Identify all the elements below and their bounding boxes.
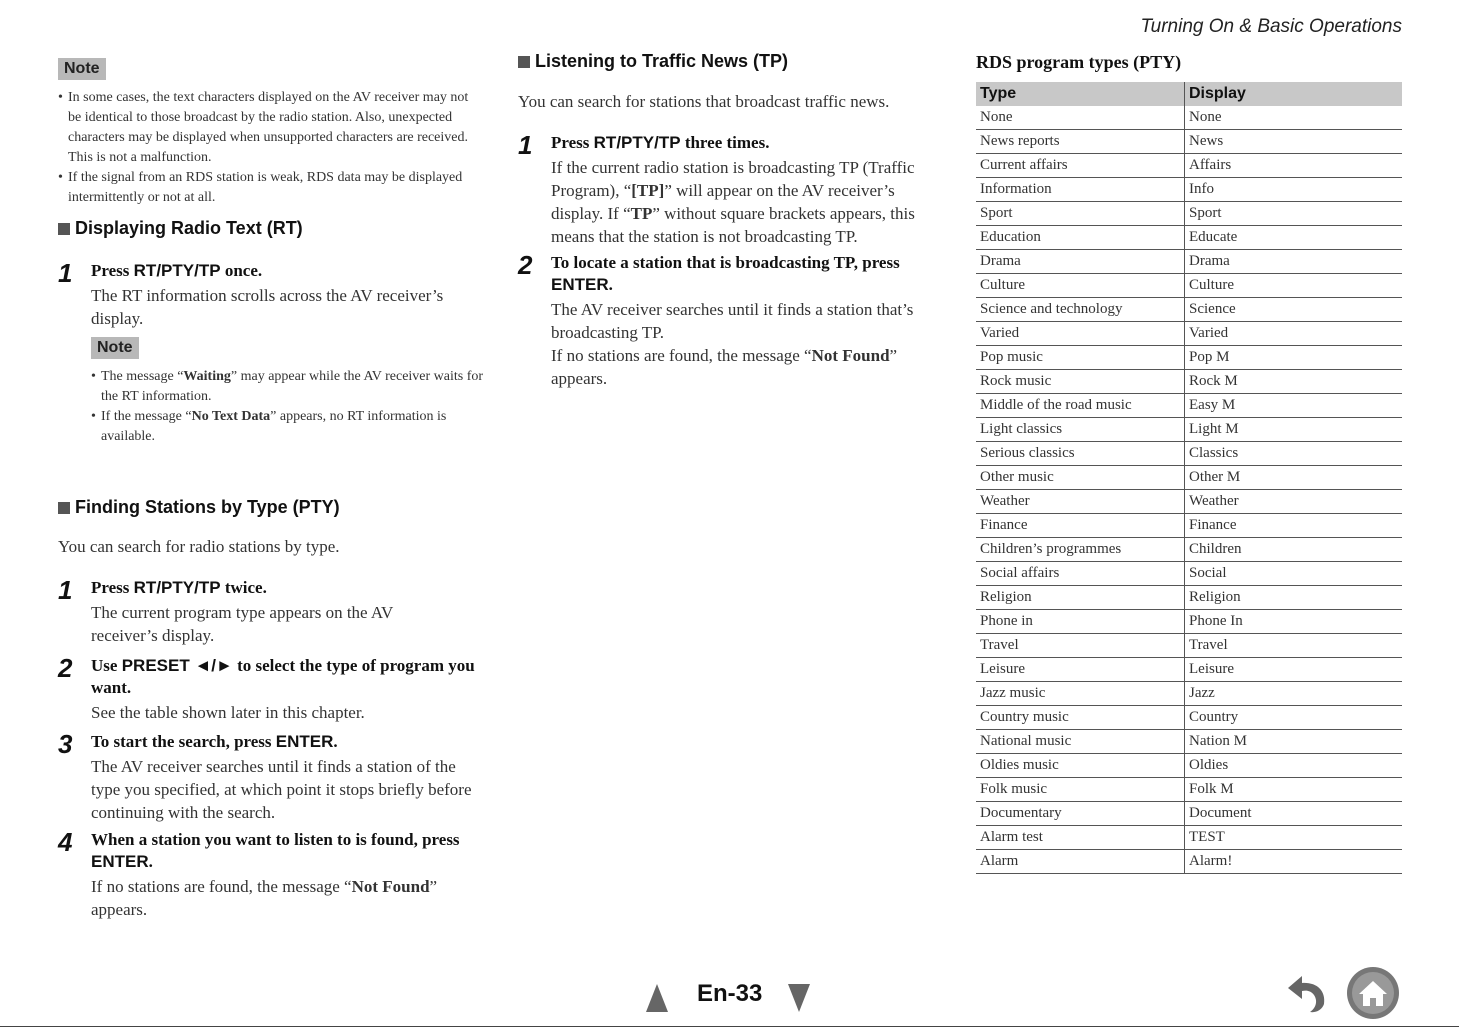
table-row xyxy=(976,322,1402,346)
pty-step-3 xyxy=(58,731,483,824)
type-cell: Travel xyxy=(976,634,1185,658)
table-row xyxy=(976,754,1402,778)
display-cell: Info xyxy=(1185,178,1403,202)
display-cell: Phone In xyxy=(1185,610,1403,634)
display-cell: Easy M xyxy=(1185,394,1403,418)
table-header-row xyxy=(976,82,1402,106)
type-cell: Education xyxy=(976,226,1185,250)
note-item: • In some cases, the text characters displayed on the AV receiver may not be identical to those broadcast by the radio station. Also, unexpected characters may be displayed when unsupported characters are received. This is not a malfunction. xyxy=(58,88,483,168)
type-cell: Drama xyxy=(976,250,1185,274)
table-row xyxy=(976,466,1402,490)
step-number: 2 xyxy=(518,250,533,280)
step-body: The RT information scrolls across the AV receiver’s display. xyxy=(91,286,444,328)
table-row xyxy=(976,682,1402,706)
type-cell: Serious classics xyxy=(976,442,1185,466)
type-cell: Information xyxy=(976,178,1185,202)
display-cell: Science xyxy=(1185,298,1403,322)
display-cell: Document xyxy=(1185,802,1403,826)
pty-step-2 xyxy=(58,655,483,724)
step-title: To locate a station that is broadcasting TP, press ENTER. xyxy=(551,253,900,294)
display-cell: Children xyxy=(1185,538,1403,562)
step-title: To start the search, press ENTER. xyxy=(91,732,338,751)
page-number: En-33 xyxy=(697,980,763,1007)
note-list xyxy=(91,367,486,447)
table-row xyxy=(976,178,1402,202)
table-row xyxy=(976,850,1402,874)
table-row xyxy=(976,730,1402,754)
display-cell: Finance xyxy=(1185,514,1403,538)
step-body: The current program type appears on the AV receiver’s display. xyxy=(91,603,393,645)
step-body: The AV receiver searches until it finds a station of the type you specified, at which point it stops briefly before continuing with the search. xyxy=(91,757,472,822)
display-cell: Affairs xyxy=(1185,154,1403,178)
tp-step-1 xyxy=(518,132,943,248)
table-row xyxy=(976,538,1402,562)
display-cell: Varied xyxy=(1185,322,1403,346)
display-cell: TEST xyxy=(1185,826,1403,850)
table-row xyxy=(976,130,1402,154)
type-cell: Oldies music xyxy=(976,754,1185,778)
display-cell: Nation M xyxy=(1185,730,1403,754)
table-row xyxy=(976,490,1402,514)
step-title: Use PRESET ◄/► to select the type of program you want. xyxy=(91,656,475,697)
tp-heading-text: Listening to Traffic News (TP) xyxy=(535,51,789,71)
home-icon[interactable] xyxy=(1345,965,1401,1021)
table-row xyxy=(976,826,1402,850)
display-cell: Social xyxy=(1185,562,1403,586)
type-cell: Varied xyxy=(976,322,1185,346)
display-cell: Alarm! xyxy=(1185,850,1403,874)
type-cell: Light classics xyxy=(976,418,1185,442)
note-label: Note xyxy=(91,337,139,359)
pty-section-heading xyxy=(58,497,340,518)
type-cell: Country music xyxy=(976,706,1185,730)
step-title: When a station you want to listen to is found, press ENTER. xyxy=(91,830,460,871)
next-page-arrow-icon[interactable] xyxy=(788,984,810,1012)
table-row xyxy=(976,418,1402,442)
table-row xyxy=(976,298,1402,322)
pty-step-4 xyxy=(58,829,483,921)
rt-note-block xyxy=(91,337,486,447)
display-cell: Folk M xyxy=(1185,778,1403,802)
column-header-type: Type xyxy=(976,82,1185,106)
previous-page-arrow-icon[interactable] xyxy=(646,984,668,1012)
display-cell: Other M xyxy=(1185,466,1403,490)
type-cell: News reports xyxy=(976,130,1185,154)
table-row xyxy=(976,658,1402,682)
rt-heading-text: Displaying Radio Text (RT) xyxy=(75,218,303,238)
step-number: 3 xyxy=(58,729,73,759)
table-row xyxy=(976,370,1402,394)
step-body: If no stations are found, the message “Not Found” appears. xyxy=(91,877,438,919)
table-row xyxy=(976,778,1402,802)
table-row xyxy=(976,226,1402,250)
type-cell: Science and technology xyxy=(976,298,1185,322)
tp-section-heading xyxy=(518,51,788,72)
type-cell: Social affairs xyxy=(976,562,1185,586)
type-cell: Pop music xyxy=(976,346,1185,370)
display-cell: Pop M xyxy=(1185,346,1403,370)
type-cell: None xyxy=(976,106,1185,130)
type-cell: Folk music xyxy=(976,778,1185,802)
table-row xyxy=(976,610,1402,634)
display-cell: Religion xyxy=(1185,586,1403,610)
step-number: 1 xyxy=(58,258,73,288)
display-cell: Light M xyxy=(1185,418,1403,442)
type-cell: Rock music xyxy=(976,370,1185,394)
rt-step-1 xyxy=(58,260,483,330)
display-cell: Travel xyxy=(1185,634,1403,658)
step-body: If the current radio station is broadcasting TP (Traffic Program), “[TP]” will appear on the AV receiver’s display. If “TP” without square brackets appears, this means that the station is not broadcasting TP. xyxy=(551,158,915,246)
tp-intro: You can search for stations that broadcast traffic news. xyxy=(518,92,890,111)
type-cell: National music xyxy=(976,730,1185,754)
pty-table xyxy=(976,82,1402,874)
step-number: 1 xyxy=(518,130,533,160)
type-cell: Alarm xyxy=(976,850,1185,874)
step-body: The AV receiver searches until it finds a station that’s broadcasting TP. xyxy=(551,300,914,342)
pty-step-1 xyxy=(58,577,483,647)
display-cell: Culture xyxy=(1185,274,1403,298)
tp-step-2 xyxy=(518,252,943,390)
table-row xyxy=(976,586,1402,610)
table-row xyxy=(976,106,1402,130)
type-cell: Middle of the road music xyxy=(976,394,1185,418)
table-row xyxy=(976,562,1402,586)
table-row xyxy=(976,442,1402,466)
table-row xyxy=(976,346,1402,370)
section-marker-icon xyxy=(518,56,530,68)
section-marker-icon xyxy=(58,502,70,514)
display-cell: Weather xyxy=(1185,490,1403,514)
table-row xyxy=(976,394,1402,418)
table-row xyxy=(976,802,1402,826)
pty-intro: You can search for radio stations by type. xyxy=(58,537,340,556)
display-cell: Classics xyxy=(1185,442,1403,466)
type-cell: Alarm test xyxy=(976,826,1185,850)
note-item: • If the signal from an RDS station is weak, RDS data may be displayed intermittently or not at all. xyxy=(58,168,483,208)
pty-table-wrapper xyxy=(976,82,1402,874)
step-title: Press RT/PTY/TP once. xyxy=(91,261,263,280)
table-row xyxy=(976,514,1402,538)
table-row xyxy=(976,154,1402,178)
type-cell: Culture xyxy=(976,274,1185,298)
note-label: Note xyxy=(58,58,106,80)
display-cell: Leisure xyxy=(1185,658,1403,682)
step-number: 2 xyxy=(58,653,73,683)
display-cell: Country xyxy=(1185,706,1403,730)
type-cell: Religion xyxy=(976,586,1185,610)
display-cell: Oldies xyxy=(1185,754,1403,778)
type-cell: Current affairs xyxy=(976,154,1185,178)
display-cell: Drama xyxy=(1185,250,1403,274)
step-body: If no stations are found, the message “Not Found” appears. xyxy=(551,346,898,388)
type-cell: Other music xyxy=(976,466,1185,490)
step-title: Press RT/PTY/TP twice. xyxy=(91,578,267,597)
display-cell: News xyxy=(1185,130,1403,154)
pty-heading-text: Finding Stations by Type (PTY) xyxy=(75,497,340,517)
display-cell: Jazz xyxy=(1185,682,1403,706)
type-cell: Children’s programmes xyxy=(976,538,1185,562)
type-cell: Jazz music xyxy=(976,682,1185,706)
table-row xyxy=(976,202,1402,226)
type-cell: Documentary xyxy=(976,802,1185,826)
type-cell: Phone in xyxy=(976,610,1185,634)
pty-table-title: RDS program types (PTY) xyxy=(976,52,1182,72)
display-cell: Educate xyxy=(1185,226,1403,250)
table-row xyxy=(976,250,1402,274)
type-cell: Sport xyxy=(976,202,1185,226)
rt-section-heading xyxy=(58,218,303,239)
step-number: 4 xyxy=(58,827,73,857)
section-header-title: Turning On & Basic Operations xyxy=(1140,16,1402,37)
step-title: Press RT/PTY/TP three times. xyxy=(551,133,770,152)
note-item: • If the message “No Text Data” appears, no RT information is available. xyxy=(91,407,486,447)
type-cell: Finance xyxy=(976,514,1185,538)
note-item: • The message “Waiting” may appear while the AV receiver waits for the RT information. xyxy=(91,367,486,407)
step-number: 1 xyxy=(58,575,73,605)
table-row xyxy=(976,706,1402,730)
pty-table-body xyxy=(976,106,1402,874)
button-name-rt-pty-tp: RT/PTY/TP xyxy=(133,261,221,280)
section-marker-icon xyxy=(58,223,70,235)
display-cell: Sport xyxy=(1185,202,1403,226)
display-cell: Rock M xyxy=(1185,370,1403,394)
column-header-display: Display xyxy=(1185,82,1403,106)
step-body: See the table shown later in this chapter. xyxy=(91,703,365,722)
table-row xyxy=(976,274,1402,298)
type-cell: Weather xyxy=(976,490,1185,514)
note-block xyxy=(58,58,483,208)
display-cell: None xyxy=(1185,106,1403,130)
type-cell: Leisure xyxy=(976,658,1185,682)
note-list xyxy=(58,88,483,208)
back-arrow-icon[interactable] xyxy=(1282,970,1330,1014)
table-row xyxy=(976,634,1402,658)
footer-divider xyxy=(0,1026,1459,1027)
